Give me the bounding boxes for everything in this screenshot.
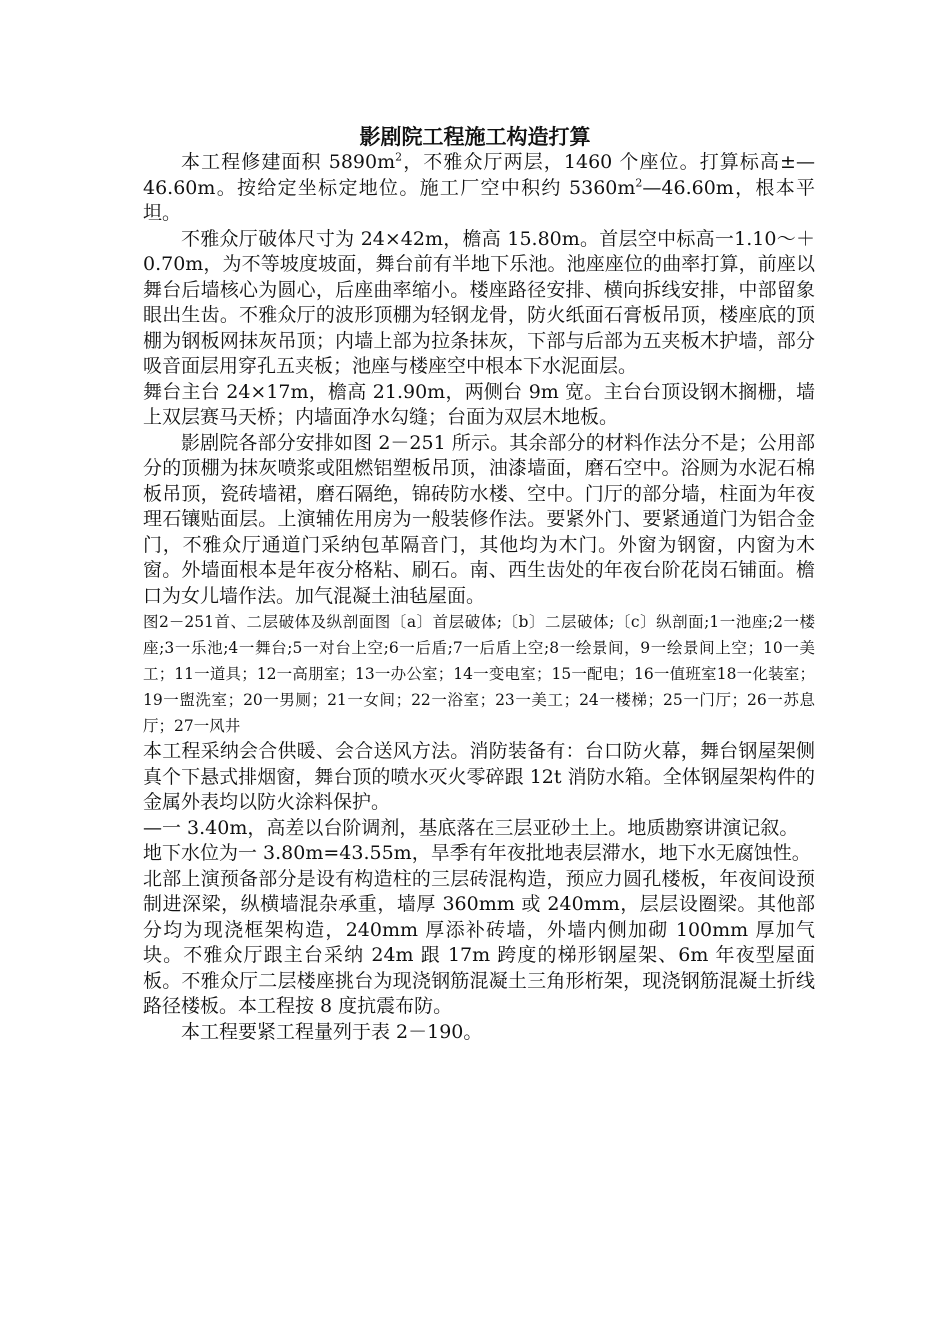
document-title: 影剧院工程施工构造打算 — [359, 124, 591, 149]
paragraph-layout: 影剧院各部分安排如图 2－251 所示。其余部分的材料作法分不是；公用部分的顶棚为抹灰喷浆或阻燃铝塑板吊顶，油漆墙面，磨石空中。浴厕为水泥石棉板吊顶，瓷砖墙裙，磨石隔绝，锦砖防水楼、空中。门厅的部分墙，柱面为年夜理石镶贴面层。上演辅佐用房为一般装修作法。要紧外门、要紧通道门为铝合金门，不雅众厅通道门采纳包革隔音门，其他均为木门。外窗为钢窗，内窗为木窗。外墙面根本是年夜分格粘、刷石。南、西生齿处的年夜台阶花岗石铺面。檐口为女儿墙作法。加气混凝土油毡屋面。 — [143, 431, 815, 607]
paragraph-auditorium: 不雅众厅破体尺寸为 24×42m，檐高 15.80m。首层空中标高一1.10～＋0.70m，为不等坡度坡面，舞台前有半地下乐池。池座座位的曲率打算，前座以舞台后墙核心为圆心，后座曲率缩小。楼座路径安排、横向拆线安排，中部留象眼出生齿。不雅众厅的波形顶棚为轻钢龙骨，防火纸面石膏板吊顶，楼座底的顶棚为钢板网抹灰吊顶；内墙上部为拉条抹灰，下部与后部为五夹板木护墙，部分吸音面层用穿孔五夹板；池座与楼座空中根本下水泥面层。 — [143, 227, 815, 377]
paragraph-overview: 本工程修建面积 $5890m^2$，不雅众厅两层，1460 个座位。打算标高±—46.60m。按给定坐标定地位。施工厂空中积约 $5360m^2—46.60m$，根本平坦。 — [143, 150, 815, 224]
paragraph-stage: 舞台主台 24×17m，檐高 21.90m，两侧台 9m 宽。主台台顶设钢木搁栅，墙上双层赛马天桥；内墙面净水勾缝；台面为双层木地板。 — [143, 380, 815, 428]
figure-caption: 图2－251首、二层破体及纵剖面图〔a〕首层破体;〔b〕二层破体;〔c〕纵剖面;1一池座;2一楼座;3一乐池;4一舞台;5一对台上空;6一后盾;7一后盾上空;8一绘景间，9一绘景间上空；10一美工；11一道具；12一高朋室；13一办公室；14一变电室；15一配电；16一值班室18一化装室；19一盥洗室；20一男厕；21一女间；22一浴室；23一美工；24一楼梯；25一门厅；26一苏息厅；27一风井 — [143, 613, 815, 735]
paragraph-quantities: 本工程要紧工程量列于表 2－190。 — [181, 1020, 483, 1043]
paragraph-groundwater: 地下水位为一 3.80m=43.55m，旱季有年夜批地表层滞水，地下水无腐蚀性。 — [143, 842, 811, 864]
paragraph-hvac-fire: 本工程采纳会合供暖、会合送风方法。消防装备有：台口防火幕，舞台钢屋架侧真个下悬式排烟窗，舞台顶的喷水灭火零碎跟 12t 消防水箱。全体钢屋架构件的金属外表均以防火涂料保护。 — [143, 740, 815, 813]
document-body — [143, 150, 815, 1045]
paragraph-foundation: —一 3.40m，高差以台阶调剂，基底落在三层亚砂土上。地质勘察讲演记叙。 — [143, 816, 799, 839]
paragraph-structure: 北部上演预备部分是设有构造柱的三层砖混构造，预应力圆孔楼板，年夜间设预制进深梁，纵横墙混杂承重，墙厚 360mm 或 240mm，层层设圈梁。其他部分均为现浇框架构造，240mm 厚添补砖墙，外墙内侧加砌 100mm 厚加气块。不雅众厅跟主台采纳 24m 跟 17m 跨度的梯形钢屋架、6m 年夜型屋面板。不雅众厅二层楼座挑台为现浇钢筋混凝土三角形桁架，现浇钢筋混凝土折线路径楼板。本工程按 8 度抗震布防。 — [143, 867, 815, 1017]
